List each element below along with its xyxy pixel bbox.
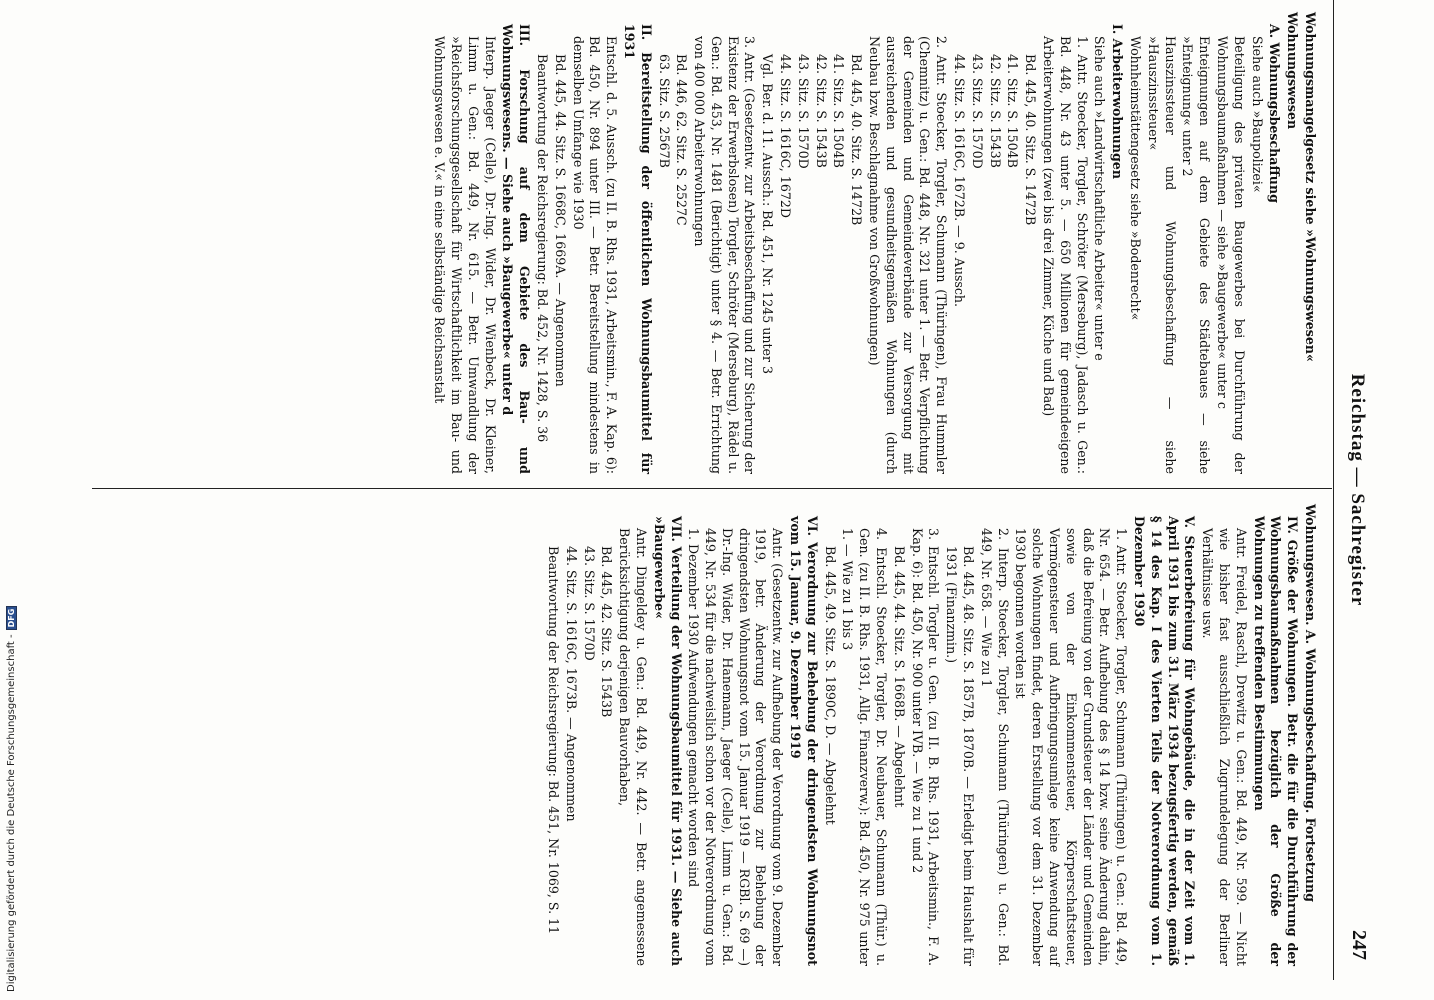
index-entry: 3. Antr. (Gesetzentw. zur Arbeitsbeschaffung und zur Sicherung der Existenz der Erwerbslosen) Torgler, Schröter (Merseburg), Rädel u. Gen.: Bd. 453, Nr. 1481 (Berichtigt) unter § 4. — Betr. Errichtung von 400 000 Arbeiterwohnungen xyxy=(692,36,758,474)
index-entry: IV. Größe der Wohnungen. Betr. die für die Durchführung der Wohnungsbaumaßnahmen bezüglich der Größe der Wohnungen zu treffenden Bestimmungen xyxy=(1251,516,1301,966)
index-entry: VII. Verteilung der Wohnungsbaumittel für 1931. — Siehe auch »Baugewerbe« xyxy=(651,516,684,966)
index-entry: Entschl. d. 5. Aussch. (zu II. B. Rhs. 1931, Arbeitsmin., F. A. Kap. 6): Bd. 450, Nr. 894 unter III. — Betr. Bereitstellung mindestens in demselben Umfange wie 1930 xyxy=(570,36,620,474)
index-entry: Beteiligung des privaten Baugewerbes bei Durchführung der Wohnungsbaumaßnahmen — siehe »Baugewerbe« unter c xyxy=(1215,36,1247,474)
index-entry: Bd. 445, 40. Sitz. S. 1472B xyxy=(849,54,865,226)
index-entry: Siehe auch »Baupolizei« xyxy=(1249,36,1265,193)
digitization-text: Digitalisierung gefördert durch die Deutsche Forschungsgemeinschaft - xyxy=(6,634,17,992)
index-entry: I. Arbeiterwohnungen xyxy=(1110,24,1126,179)
index-entry: 2. Antr. Stoecker, Torgler, Schumann (Thüringen), Frau Hummler (Chemnitz) u. Gen.: Bd. 448, Nr. 321 unter 1. — Betr. Verpflichtung der Gemeinden und Gemeindeverbände zur Versorgung mit ausreichenden und gesundheitsgemäßen Wohnungen (durch Neubau bzw. Beschlagnahme von Großwohnungen) xyxy=(867,36,950,474)
header-rule xyxy=(1333,0,1334,980)
index-entry: 43. Sitz. S. 1570D xyxy=(795,54,811,169)
right-column xyxy=(543,504,1318,966)
index-entry: Antr. Freidel, Raschl, Drewitz u. Gen.: Bd. 449, Nr. 599. — Nicht wie bisher fast ausschließlich Zugrundelegung der Berliner Verhältnisse usw. xyxy=(1200,528,1249,966)
page-header xyxy=(1330,0,1370,980)
index-entry: Beantwortung der Reichsregierung: Bd. 452, Nr. 1428, S. 36 xyxy=(534,54,550,443)
index-entry: Wohnungswesen xyxy=(1285,12,1301,130)
index-entry: Bd. 446, 62. Sitz. S. 2527C xyxy=(674,54,690,226)
index-entry: 42. Sitz. S. 1543B xyxy=(813,54,829,168)
index-entry: Bd. 445, 48. Sitz. S. 1857B, 1870B. — Erledigt beim Haushalt für 1931 (Finanzmin.) xyxy=(944,546,977,966)
index-entry: 44. Sitz. S. 1616C, 1673B. — Angenommen xyxy=(563,546,579,822)
dfg-logo: DFG xyxy=(6,606,17,631)
index-entry: 44. Sitz. S. 1616C, 1672B. — 9. Aussch. xyxy=(952,54,968,308)
index-entry: Hauszinssteuer und Wohnungsbeschaffung — siehe »Hauszinssteuer« xyxy=(1145,36,1178,474)
index-entry: 41. Sitz. S. 1504B xyxy=(1005,54,1021,168)
index-entry: Antr. (Gesetzentw. zur Aufhebung der Verordnung vom 9. Dezember 1919, betr. Änderung der Verordnung zur Behebung der dringendsten Wohnungsnot vom 15. Januar 1919 — RGBl. S. 69 —) Dr.-Ing. Wider, Dr. Hanemann, Jaeger (Celle), Limm u. Gen.: Bd. 449, Nr. 534 für die nachweislich schon vor der Notverordnung vom 1. Dezember 1930 Aufwendungen gemacht worden sind xyxy=(686,528,786,966)
index-entry: 1. Antr. Stoecker, Torgler, Schröter (Merseburg), Jadasch u. Gen.: Bd. 448, Nr. 43 unter 5. — 650 Millionen für gemeindeeigene Arbeiterwohnungen (zwei bis drei Zimmer, Küche und Bad) xyxy=(1041,36,1090,474)
index-entry: Bd. 445, 44. Sitz. S. 1668B. — Abgelehnt xyxy=(891,546,907,808)
index-entry: VI. Verordnung zur Behebung der dringendsten Wohnungsnot vom 15. Januar, 9. Dezember 1919 xyxy=(788,516,820,966)
index-entry: 42. Sitz. S. 1543B xyxy=(987,54,1003,168)
index-entry: Bd. 445, 44. Sitz. S. 1668C, 1669A. — Angenommen xyxy=(552,54,568,387)
index-entry: Bd. 445, 40. Sitz. S. 1472B xyxy=(1023,54,1039,226)
index-entry: II. Bereitstellung der öffentlichen Wohnungsbaumittel für 1931 xyxy=(621,24,654,474)
index-entry: Wohnungsmangelgesetz siehe »Wohnungswesen« xyxy=(1303,12,1318,362)
index-entry: Siehe auch »Landwirtschaftliche Arbeiter« unter e xyxy=(1092,36,1108,361)
index-entry: 3. Entschl. Torgler u. Gen. (zu II. B. Rhs. 1931, Arbeitsmin., F. A. Kap. 6): Bd. 450, Nr. 900 unter IVB. — Wie zu 1 und 2 xyxy=(909,528,942,966)
rotated-page xyxy=(70,0,1380,980)
index-entry: 1. Antr. Stoecker, Torgler, Schumann (Thüringen) u. Gen.: Bd. 449, Nr. 654. — Betr. Aufhebung des § 14 bzw. seine Änderung dahin, daß die Befreiung von der Grundsteuer der Länder und Gemeinden sowie von der Einkommensteuer, Körperschaftsteuer, Vermögensteuer und Aufbringungsumlage keine Anwendung auf solche Wohnungen findet, deren Erstellung vor dem 31. Dezember 1930 begonnen worden ist xyxy=(1013,528,1130,966)
index-entry: Wohnheimstättengesetz siehe »Bodenrecht« xyxy=(1128,36,1144,321)
index-entry: Interp. Jaeger (Celle), Dr.-Ing. Wider, Dr. Wienbeck, Dr. Kleiner, Limm u. Gen.: Bd. 449, Nr. 615. — Betr. Umwandlung der »Reichsforschungsgesellschaft für Wirtschaftlichkeit im Bau- und Wohnungswesen e. V.« in eine selbständige Reichsanstalt xyxy=(432,36,498,474)
index-entry: 2. Interp. Stoecker, Torgler, Schumann (Thüringen) u. Gen.: Bd. 449, Nr. 658. — Wie zu 1 xyxy=(978,528,1011,966)
index-entry: 43. Sitz. S. 1570D xyxy=(581,546,597,661)
index-entry: Beantwortung der Reichsregierung: Bd. 451, Nr. 1069, S. 11 xyxy=(545,546,561,935)
index-entry: Bd. 445, 49. Sitz. S. 1890C, D. — Abgelehnt xyxy=(822,546,838,825)
index-entry: Enteignungen auf dem Gebiete des Städtebaues — siehe »Enteignung« unter 2 xyxy=(1180,36,1213,474)
index-entry: Vgl. Ber. d. 11. Aussch.: Bd. 451, Nr. 1245 unter 3 xyxy=(760,54,776,375)
index-entry: 41. Sitz. S. 1504B xyxy=(831,54,847,168)
running-title: Reichstag — Sachregister xyxy=(1347,373,1368,607)
index-entry: Wohnungswesen. A. Wohnungsbeschaffung. Fortsetzung xyxy=(1303,504,1318,902)
index-entry: 4. Entschl. Stoecker, Torgler, Dr. Neubauer, Schumann (Thür.) u. Gen. (zu II. B. Rhs. 1931, Allg. Finanzverw.): Bd. 450, Nr. 975 unter 1. — Wie zu 1 bis 3 xyxy=(840,528,890,966)
index-entry: Bd. 445, 42. Sitz. S. 1543B xyxy=(599,546,615,718)
index-entry: V. Steuerbefreiung für Wohngebäude, die in der Zeit vom 1. April 1931 bis zum 31. März 1934 bezugsfertig werden, gemäß § 14 des Kap. I des Vierten Teils der Notverordnung vom 1. Dezember 1930 xyxy=(1132,516,1198,966)
index-entry: 63. Sitz. S. 2567B xyxy=(656,54,672,168)
index-entry: A. Wohnungsbeschaffung xyxy=(1267,24,1283,203)
index-entry: III. Forschung auf dem Gebiete des Bau- und Wohnungswesens. — Siehe auch »Baugewerbe« unter d xyxy=(500,24,533,474)
left-column xyxy=(429,12,1318,474)
digitization-note xyxy=(6,606,17,992)
index-entry: Antr. Dingeldey u. Gen.: Bd. 449, Nr. 442. — Betr. angemessene Berücksichtigung derjenigen Bauvorhaben, xyxy=(617,528,649,966)
index-entry: 43. Sitz. S. 1570D xyxy=(969,54,985,169)
page-number: 247 xyxy=(1348,930,1370,960)
column-divider xyxy=(92,488,1332,489)
index-entry: 44. Sitz. S. 1616C, 1672D xyxy=(778,54,794,218)
